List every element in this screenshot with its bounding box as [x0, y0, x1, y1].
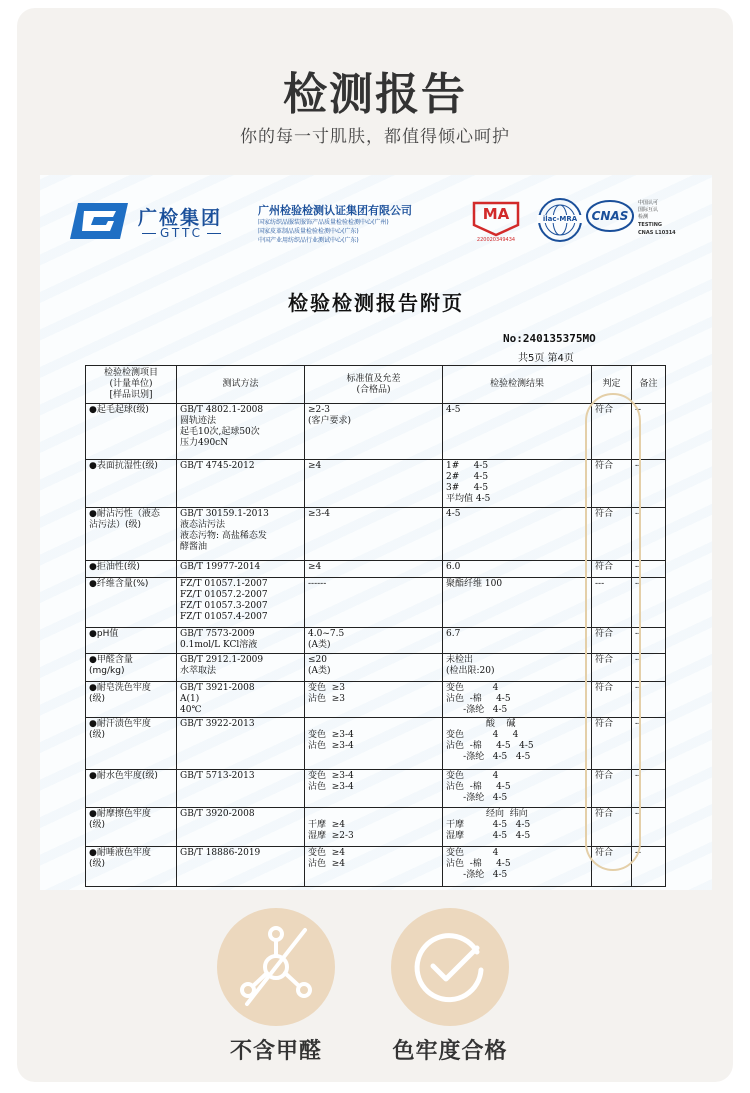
cell-method: FZ/T 01057.1-2007 FZ/T 01057.2-2007 FZ/T 01057.3-2007 FZ/T 01057.4-2007 [177, 578, 305, 628]
table-header-row [86, 366, 666, 404]
cell-remark: -- [632, 404, 666, 460]
cell-remark: -- [632, 808, 666, 847]
page-subtitle: 你的每一寸肌肤，都值得倾心呵护 [240, 127, 510, 147]
cell-remark: -- [632, 508, 666, 561]
org-sub-line: 中国产业用纺织品行业测试中心(广东) [258, 237, 359, 244]
table-row [86, 718, 666, 770]
cell-remark: -- [632, 460, 666, 508]
formaldehyde-free-badge [217, 908, 335, 1026]
cell-method: GB/T 4745-2012 [177, 460, 305, 508]
table-row [86, 460, 666, 508]
cell-method: GB/T 2912.1-2009 水萃取法 [177, 654, 305, 682]
report-table [85, 365, 666, 887]
cnas-label: CNAS [591, 209, 629, 223]
cnas-side-text: CNAS L10314 [638, 230, 676, 236]
cell-standard: 4.0~7.5 (A类) [305, 628, 443, 654]
cell-result: 6.7 [443, 628, 592, 654]
logo-english-name: GTTC [138, 226, 225, 240]
cnas-side-text: 中国认可 [638, 200, 659, 206]
cell-result: 变色 4 沾色 -棉 4-5 -涤纶 4-5 [443, 682, 592, 718]
cell-item: ●起毛起球(级) [86, 404, 177, 460]
cell-standard: ≥4 [305, 460, 443, 508]
table-row [86, 628, 666, 654]
column-header-standard: 标准值及允差 (合格品) [305, 366, 443, 404]
cell-method: GB/T 3920-2008 [177, 808, 305, 847]
column-header-result: 检验检测结果 [443, 366, 592, 404]
cell-verdict: 符合 [592, 628, 632, 654]
cell-standard: 干摩 ≥4 湿摩 ≥2-3 [305, 808, 443, 847]
cell-result: 变色 4 沾色 -棉 4-5 -涤纶 4-5 [443, 847, 592, 887]
gttc-logo-icon [70, 201, 128, 241]
cell-remark: -- [632, 847, 666, 887]
cell-standard: 变色 ≥3 沾色 ≥3 [305, 682, 443, 718]
cell-item: ●纤维含量(%) [86, 578, 177, 628]
page-info: 共5页 第4页 [518, 353, 574, 364]
cell-verdict: --- [592, 578, 632, 628]
cell-standard: 变色 ≥3-4 沾色 ≥3-4 [305, 770, 443, 808]
column-header-verdict: 判定 [592, 366, 632, 404]
cell-standard: 变色 ≥4 沾色 ≥4 [305, 847, 443, 887]
feature-label-formaldehyde-free: 不含甲醛 [229, 1039, 322, 1064]
cell-method: GB/T 18886-2019 [177, 847, 305, 887]
cell-method: GB/T 4802.1-2008 圆轨迹法 起毛10次,起球50次 压力490cN [177, 404, 305, 460]
cell-standard: ≥2-3 (客户要求) [305, 404, 443, 460]
cell-remark: -- [632, 628, 666, 654]
table-row [86, 654, 666, 682]
cell-item: ●耐摩擦色牢度 (级) [86, 808, 177, 847]
org-sub-line: 国家皮革制品质量检验检测中心(广东) [258, 228, 359, 235]
cell-method: GB/T 3922-2013 [177, 718, 305, 770]
table-row [86, 682, 666, 718]
ma-number: 220020349434 [476, 237, 516, 243]
cell-method: GB/T 30159.1-2013 液态沾污法 液态污物: 高盐稀态发 酵酱油 [177, 508, 305, 561]
cell-standard: ≤20 (A类) [305, 654, 443, 682]
ilac-mra-seal [537, 197, 583, 243]
page-title: 检测报告 [283, 69, 467, 120]
cell-standard: ------ [305, 578, 443, 628]
cell-verdict: 符合 [592, 404, 632, 460]
cell-method: GB/T 3921-2008 A(1) 40℃ [177, 682, 305, 718]
cell-result: 6.0 [443, 561, 592, 578]
cell-remark: -- [632, 718, 666, 770]
table-row [86, 847, 666, 887]
cell-item: ●耐皂洗色牢度 (级) [86, 682, 177, 718]
verdict-highlight-oval [585, 393, 641, 871]
cell-result: 酸 碱 变色 4 4 沾色 -棉 4-5 4-5 -涤纶 4-5 4-5 [443, 718, 592, 770]
cell-result: 变色 4 沾色 -棉 4-5 -涤纶 4-5 [443, 770, 592, 808]
feature-label-color-fastness: 色牢度合格 [392, 1039, 508, 1064]
cell-standard: ≥3-4 [305, 508, 443, 561]
cell-remark: -- [632, 654, 666, 682]
cell-verdict: 符合 [592, 808, 632, 847]
cell-result: 未检出 (检出限:20) [443, 654, 592, 682]
report-number: No:240135375MO [503, 332, 596, 345]
cell-verdict: 符合 [592, 460, 632, 508]
cnas-side-text: 国际互认 [638, 207, 659, 213]
table-row [86, 404, 666, 460]
cell-verdict: 符合 [592, 654, 632, 682]
ilac-label: ilac-MRA [537, 215, 583, 223]
report-table-body [86, 404, 666, 887]
cell-result: 4-5 [443, 508, 592, 561]
cell-item: ●pH值 [86, 628, 177, 654]
column-header-method: 测试方法 [177, 366, 305, 404]
table-row [86, 508, 666, 561]
cell-verdict: 符合 [592, 770, 632, 808]
org-sub-line: 国家纺织品服装服饰产品质量检验检测中心(广州) [258, 219, 389, 226]
table-row [86, 770, 666, 808]
cell-verdict: 符合 [592, 718, 632, 770]
table-row [86, 561, 666, 578]
logo-chinese-name: 广检集团 [138, 207, 223, 229]
cnas-logo [586, 199, 634, 233]
cell-method: GB/T 5713-2013 [177, 770, 305, 808]
cnas-side-text: 检测 [638, 214, 649, 220]
cell-remark: -- [632, 682, 666, 718]
cell-standard: ≥4 [305, 561, 443, 578]
cell-remark: -- [632, 578, 666, 628]
check-circle-icon [391, 908, 509, 1026]
cell-item: ●甲醛含量 (mg/kg) [86, 654, 177, 682]
cell-item: ●表面抗湿性(级) [86, 460, 177, 508]
cell-verdict: 符合 [592, 508, 632, 561]
table-row [86, 578, 666, 628]
cnas-side-text: TESTING [638, 222, 662, 228]
ma-label: MA [482, 205, 510, 223]
table-row [86, 808, 666, 847]
cell-standard: 变色 ≥3-4 沾色 ≥3-4 [305, 718, 443, 770]
cell-item: ●耐沾污性（液态 沾污法）(级) [86, 508, 177, 561]
cell-verdict: 符合 [592, 682, 632, 718]
cell-verdict: 符合 [592, 847, 632, 887]
cell-remark: -- [632, 770, 666, 808]
column-header-remark: 备注 [632, 366, 666, 404]
cell-result: 聚酯纤维 100 [443, 578, 592, 628]
cell-result: 经向 纬向 干摩 4-5 4-5 湿摩 4-5 4-5 [443, 808, 592, 847]
color-fastness-badge [391, 908, 509, 1026]
cell-result: 4-5 [443, 404, 592, 460]
cell-verdict: 符合 [592, 561, 632, 578]
ma-certification-seal [468, 199, 524, 245]
cell-item: ●拒油性(级) [86, 561, 177, 578]
column-header-item: 检验检测项目 (计量单位) [样品识别] [86, 366, 177, 404]
report-title: 检验检测报告附页 [288, 291, 464, 315]
formaldehyde-free-icon [217, 908, 335, 1026]
org-name: 广州检验检测认证集团有限公司 [258, 204, 412, 217]
cell-result: 1# 4-5 2# 4-5 3# 4-5 平均值 4-5 [443, 460, 592, 508]
cell-method: GB/T 19977-2014 [177, 561, 305, 578]
cell-item: ●耐水色牢度(级) [86, 770, 177, 808]
cell-item: ●耐汗渍色牢度 (级) [86, 718, 177, 770]
cell-remark: -- [632, 561, 666, 578]
cell-item: ●耐唾液色牢度 (级) [86, 847, 177, 887]
cell-method: GB/T 7573-2009 0.1mol/L KCl溶液 [177, 628, 305, 654]
